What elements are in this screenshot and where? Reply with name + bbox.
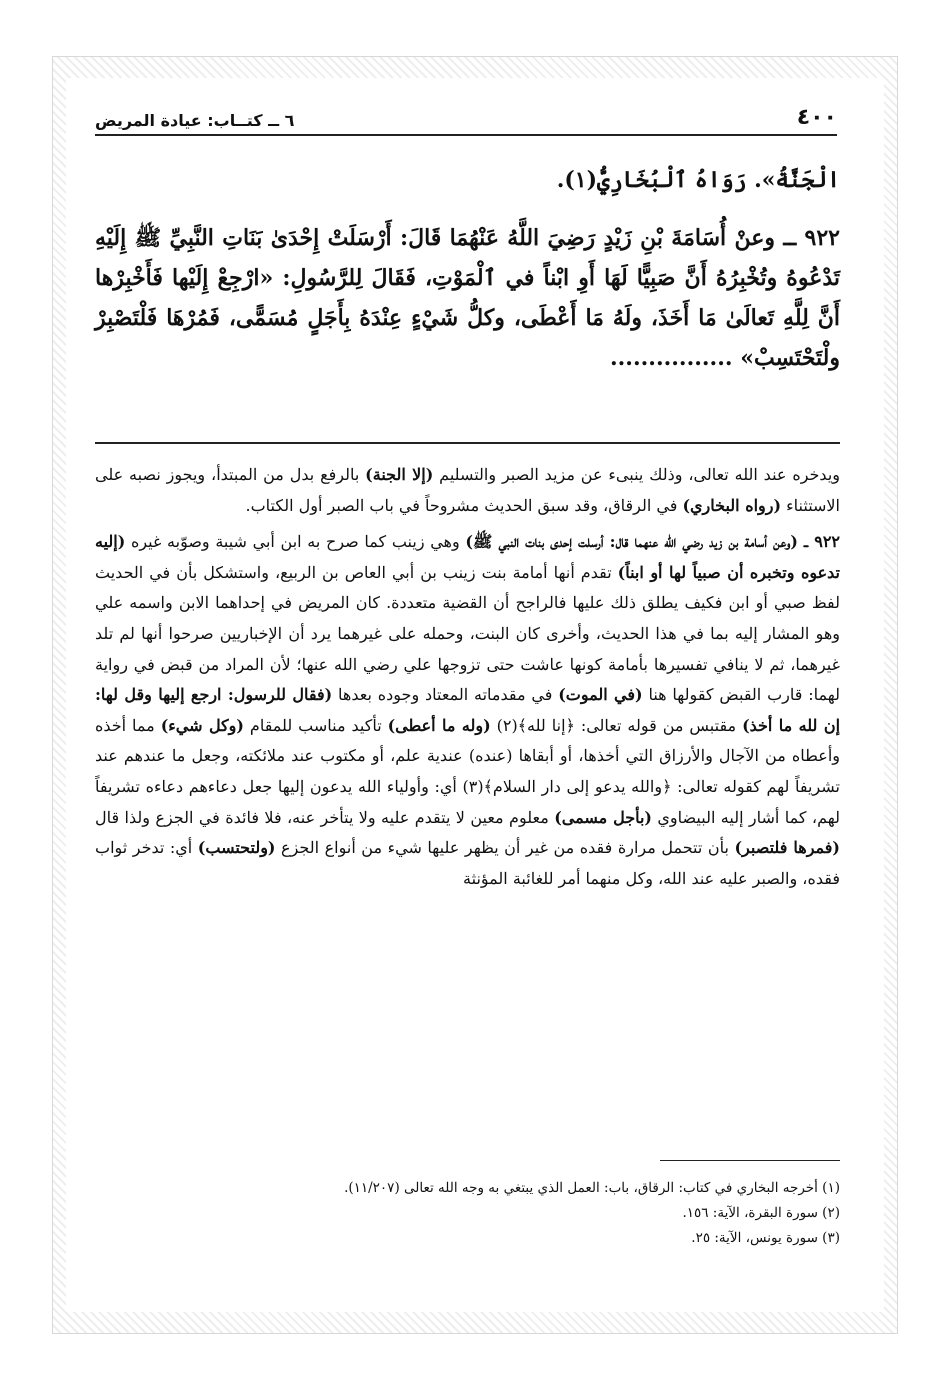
- chapter-title: ٦ ــ كتــاب: عيادة المريض: [95, 111, 295, 130]
- page-header: [95, 96, 837, 136]
- commentary-block: [95, 460, 840, 894]
- commentary-quote: (في الموت): [558, 685, 643, 705]
- commentary-text: أي: تدخر ثواب فقده، والصبر عليه عند الله، وكل منهما أمر للغائبة المؤنثة: [95, 838, 840, 888]
- commentary-text: بالرفع بدل من المبتدأ، ويجوز نصبه على الاستثناء: [95, 465, 840, 515]
- hadith-number: ٩٢٢ ــ: [783, 225, 840, 251]
- footnotes: [95, 1176, 840, 1251]
- commentary-quote: (وكل شيء): [160, 715, 244, 735]
- commentary-paragraph-2: [95, 527, 840, 894]
- commentary-text: مما أخذه وأعطاه من الآجال والأرزاق التي أخذها، أو أبقاها: [95, 715, 841, 766]
- footnote-3: (٣) سورة يونس، الآية: ٢٥.: [691, 1230, 840, 1246]
- commentary-text: (عنده): [468, 746, 513, 766]
- commentary-text: معلوم معين لا يتقدم عليه ولا يتأخر عنه، فلا فائدة في الجزع ولذا قال: [95, 807, 555, 827]
- commentary-quote: (إليه تدعوه وتخبره أن صبياً لها أو ابناً): [95, 532, 840, 582]
- text-commentary-separator: [95, 442, 840, 444]
- hadith-922: [95, 218, 840, 378]
- footnote-1: (١) أخرجه البخاري في كتاب: الرقاق، باب: العمل الذي يبتغي به وجه الله تعالى (١١/٢٠٧).: [344, 1180, 840, 1196]
- previous-hadith-ending: الْجَنَّةُ». رَوَاهُ ٱلْبُخَارِيُّ(١).: [556, 167, 840, 193]
- commentary-text: تقدم أنها أمامة بنت زينب بن أبي العاص بن الربيع، واستشكل بأن في الحديث لفظ صبي أو ابن فكيف يطلق ذلك عليها فالراجح أن القضية متعددة. كان المريض في إحداهما الابن واسمه علي وهو المشار إليه بما في هذا الحديث، وأخرى كان البنت، وحمله على غيرهما يرد أن الإخباريين صرحوا أنها لم تلد غيرهما، ثم لا ينافي تفسيرها بأمامة كونها عاشت حتى تزوجها علي رضي الله عنها؛ لأن المراد من قبض في رواية لهما: قارب القبض كقولها هنا: [95, 562, 841, 705]
- dotted-leader: ................: [609, 345, 733, 371]
- commentary-text: في مقدماته المعتاد وجوده بعدها: [332, 685, 559, 705]
- commentary-quote: (إلا الجنة): [365, 465, 434, 484]
- footnote-2: (٢) سورة البقرة، الآية: ١٥٦.: [682, 1205, 840, 1221]
- commentary-quote: (بأجل مسمى): [554, 807, 652, 827]
- commentary-text: وهي زينب كما صرح به ابن أبي شيبة وصوّبه غيره: [125, 532, 466, 552]
- commentary-quote: (فمرها فلتصبر): [734, 838, 840, 858]
- commentary-quote: (ولتحتسب): [197, 838, 276, 858]
- commentary-quote: (رواه البخاري): [682, 495, 782, 515]
- commentary-quote: (وله ما أعطى): [387, 715, 491, 735]
- commentary-quote: (فقال للرسول: ارجع إليها وقل لها: إن لله ما أخذ): [95, 685, 841, 735]
- hadith-text-block: [95, 160, 840, 378]
- commentary-text: تأكيد مناسب للمقام: [243, 715, 388, 735]
- commentary-text: في الرقاق، وقد سبق الحديث مشروحاً في باب الصبر أول الكتاب.: [245, 495, 683, 515]
- page-number: ٤٠٠: [796, 105, 837, 130]
- commentary-paragraph-1: [95, 460, 840, 521]
- commentary-text: بأن تتحمل مرارة فقده من غير أن يظهر عليها شيء من أنواع الجزع: [275, 838, 735, 858]
- footnote-separator: [660, 1160, 840, 1161]
- commentary-quote: ٩٢٢ ــ (وعن أسامة بن زيد رضي الله عنهما قال: أرسلت إحدى بنات النبي ﷺ): [465, 532, 840, 552]
- commentary-text: مقتبس من قوله تعالى: ﴿إنا لله﴾(٢): [490, 715, 743, 735]
- hadith-body: وعنْ أُسَامَةَ بْنِ زَيْدٍ رَضِيَ اللَّهُ عَنْهُمَا قَالَ: أَرْسَلَتْ إِحْدَىٰ بَنَاتِ النَّبِيِّ ﷺ إِلَيْهِ تَدْعُوهُ وتُخْبِرُهُ أَنَّ صَبِيًّا لَهَا أَوِ ابْناً في ٱلْمَوْتِ، فَقَالَ لِلرَّسُولِ: «ارْجِعْ إِلَيْها فَأَخْبِرْها أَنَّ لِلَّهِ تَعالَىٰ مَا أَخَذَ، ولَهُ مَا أَعْطَى، وكلُّ شَيْءٍ عِنْدَهُ بِأَجَلٍ مُسَمًّى، فَمُرْهَا فَلْتَصْبِرْ ولْتَحْتَسِبْ»: [95, 225, 841, 371]
- commentary-text: عندية علم، أو مكتوب عند ملائكته، وجعل ما عندهم عند تشريفاً لهم كقوله تعالى: ﴿والله يدعو إلى دار السلام﴾(٣) أي: وأولياء الله يدعون إليها جعل دعاءهم دعاءه تشريفاً لهم، كما أشار إليه البيضاوي: [95, 746, 840, 827]
- commentary-text: ويدخره عند الله تعالى، وذلك ينبىء عن مزيد الصبر والتسليم: [433, 465, 841, 484]
